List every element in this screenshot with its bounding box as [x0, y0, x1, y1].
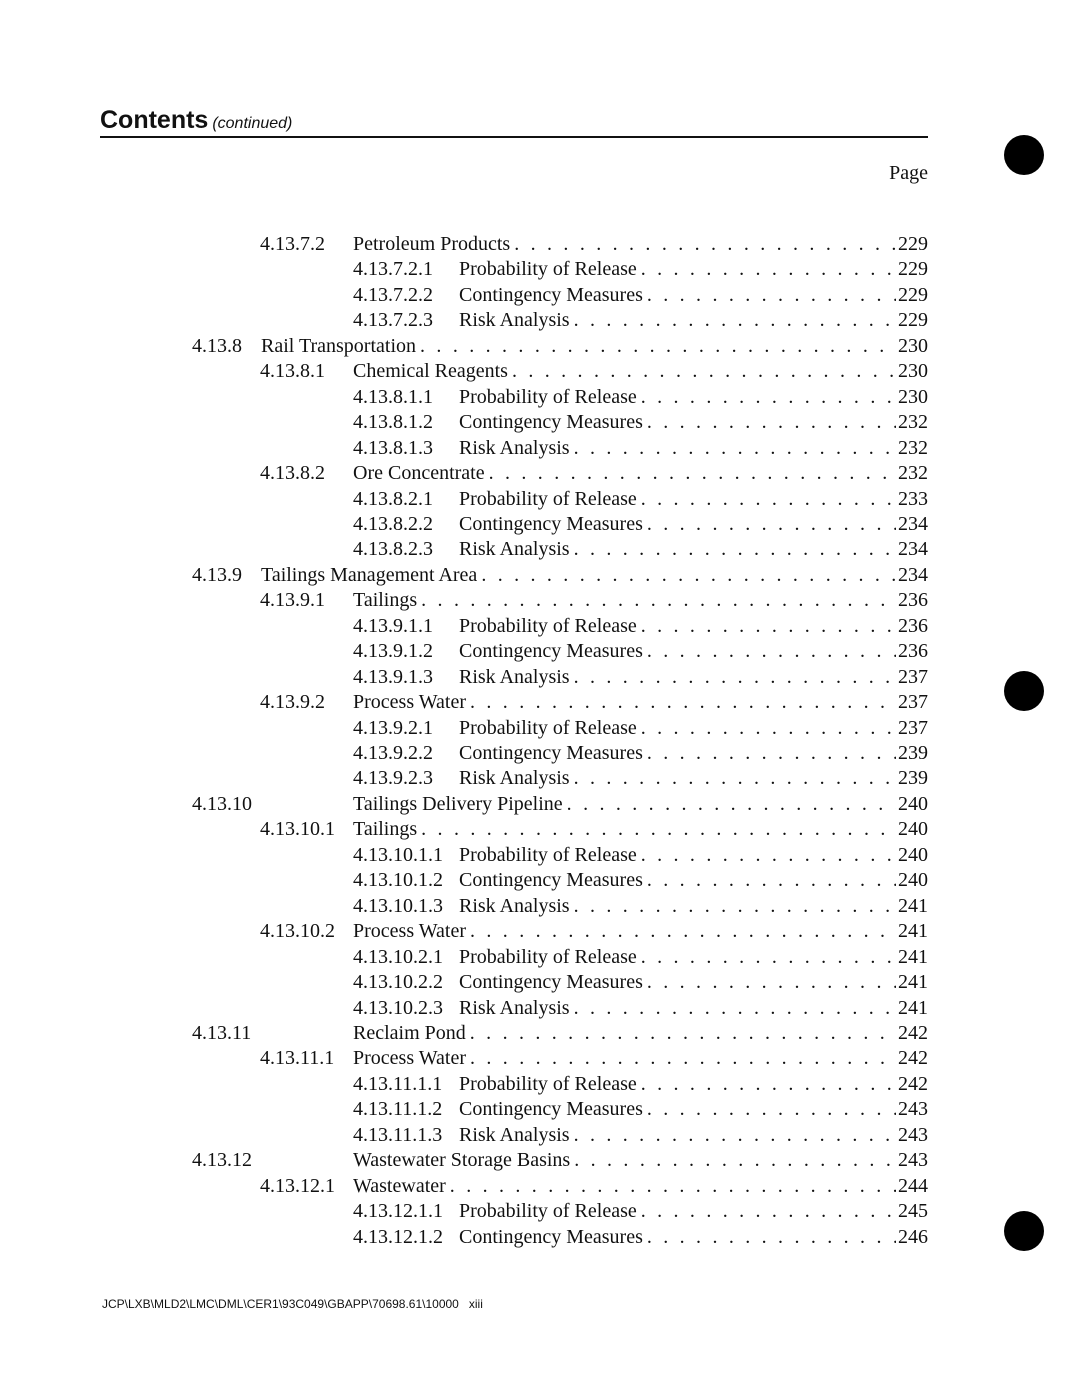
toc-entry-leader: [459, 868, 928, 893]
dot-leader: [470, 690, 896, 715]
toc-entry-number: 4.13.10: [192, 792, 252, 815]
binder-hole-icon: [1004, 135, 1044, 175]
dot-leader: [514, 232, 896, 257]
toc-entry-title: Risk Analysis: [459, 767, 570, 790]
toc-entry-page: 232: [898, 462, 928, 485]
toc-entry-title: Tailings: [353, 818, 418, 841]
toc-entry: [0, 537, 1068, 562]
toc-entry-page: 232: [898, 436, 928, 459]
toc-entry: [0, 1123, 1068, 1148]
toc-entry-page: 240: [898, 792, 928, 815]
footer-page-number: xiii: [468, 1297, 483, 1311]
binder-hole-icon: [1004, 671, 1044, 711]
toc-entry-number: 4.13.8.1.3: [353, 436, 433, 459]
toc-entry: [0, 1148, 1068, 1173]
toc-entry-number: 4.13.12.1: [260, 1174, 335, 1197]
dot-leader: [647, 512, 896, 537]
toc-entry-leader: [459, 945, 928, 970]
toc-entry-number: 4.13.10.2.2: [353, 971, 443, 994]
toc-entry-leader: [459, 436, 928, 461]
toc-entry: [0, 1097, 1068, 1122]
toc-entry-leader: [353, 1174, 928, 1199]
toc-entry-leader: [459, 716, 928, 741]
toc-entry-number: 4.13.9.1.2: [353, 640, 433, 663]
toc-entry-number: 4.13.9.2.3: [353, 767, 433, 790]
toc-entry-number: 4.13.9.2.2: [353, 742, 433, 764]
toc-entry-leader: [459, 741, 928, 766]
dot-leader: [512, 359, 896, 384]
toc-entry-title: Contingency Measures: [459, 1098, 643, 1121]
page-title: Contents: [100, 106, 209, 134]
toc-entry-number: 4.13.8.2.3: [353, 538, 433, 561]
toc-entry-leader: [353, 919, 928, 944]
toc-entry-leader: [459, 512, 928, 537]
toc-entry-page: 234: [898, 563, 928, 586]
toc-entry-title: Risk Analysis: [459, 1123, 570, 1146]
toc-entry-page: 243: [898, 1098, 928, 1121]
toc-entry-leader: [459, 639, 928, 664]
dot-leader: [421, 588, 896, 613]
dot-leader: [641, 385, 896, 410]
toc-entry-page: 230: [898, 360, 928, 383]
toc-entry-leader: [353, 1046, 928, 1071]
toc-entry-leader: [459, 1199, 928, 1224]
toc-entry-number: 4.13.12.1.2: [353, 1225, 443, 1248]
toc-entry-leader: [353, 359, 928, 384]
dot-leader: [647, 283, 896, 308]
page-header: [100, 106, 292, 135]
toc-entry-leader: [353, 1148, 928, 1173]
toc-entry: [0, 257, 1068, 282]
dot-leader: [641, 257, 896, 282]
toc-entry-page: 242: [898, 1021, 928, 1044]
toc-entry-page: 229: [898, 283, 928, 306]
toc-entry: [0, 996, 1068, 1021]
dot-leader: [647, 639, 896, 664]
toc-entry-page: 234: [898, 512, 928, 535]
toc-entry-page: 236: [898, 640, 928, 663]
toc-entry-leader: [459, 410, 928, 435]
toc-entry-number: 4.13.10.1: [260, 818, 335, 841]
toc-entry-title: Reclaim Pond: [353, 1021, 466, 1044]
toc-entry-title: Ore Concentrate: [353, 462, 485, 485]
toc-entry-page: 244: [898, 1174, 928, 1197]
dot-leader: [450, 1174, 896, 1199]
toc-entry-number: 4.13.8.1: [260, 360, 325, 383]
toc-entry-title: Risk Analysis: [459, 996, 570, 1019]
toc-entry-leader: [353, 1021, 928, 1046]
toc-entry: [0, 1199, 1068, 1224]
toc-entry-leader: [353, 588, 928, 613]
toc-entry-number: 4.13.10.2.1: [353, 945, 443, 968]
dot-leader: [420, 334, 896, 359]
toc-entry-title: Contingency Measures: [459, 512, 643, 535]
toc-entry-leader: [459, 665, 928, 690]
toc-entry-page: 230: [898, 334, 928, 357]
toc-entry-title: Tailings Management Area: [261, 563, 478, 586]
toc-entry-page: 233: [898, 487, 928, 510]
toc-entry-number: 4.13.9: [192, 563, 242, 586]
toc-entry: [0, 716, 1068, 741]
toc-entry-title: Probability of Release: [459, 945, 637, 968]
toc-entry: [0, 588, 1068, 613]
toc-entry: [0, 334, 1068, 359]
toc-entry-number: 4.13.8.2: [260, 462, 325, 485]
dot-leader: [574, 436, 896, 461]
toc-entry-title: Process Water: [353, 691, 466, 714]
toc-entry-leader: [459, 487, 928, 512]
toc-entry-leader: [459, 1097, 928, 1122]
toc-entry: [0, 283, 1068, 308]
toc-entry-page: 229: [898, 258, 928, 281]
toc-entry-page: 245: [898, 1200, 928, 1223]
toc-entry-title: Contingency Measures: [459, 1225, 643, 1248]
page-column-label: Page: [889, 162, 928, 184]
dot-leader: [574, 1123, 896, 1148]
toc-entry-number: 4.13.9.2.1: [353, 716, 433, 739]
toc-entry-number: 4.13.11.1.2: [353, 1098, 443, 1121]
toc-entry: [0, 1225, 1068, 1250]
dot-leader: [641, 1199, 896, 1224]
toc-entry-number: 4.13.10.2.3: [353, 996, 443, 1019]
toc-entry: [0, 945, 1068, 970]
toc-entry-title: Probability of Release: [459, 258, 637, 281]
toc-entry: [0, 385, 1068, 410]
toc-entry-page: 241: [898, 894, 928, 917]
toc-entry: [0, 410, 1068, 435]
toc-entry-leader: [261, 563, 928, 588]
toc-entry: [0, 894, 1068, 919]
toc-entry-page: 242: [898, 1047, 928, 1070]
toc-entry: [0, 359, 1068, 384]
toc-entry-title: Probability of Release: [459, 716, 637, 739]
toc-entry-page: 240: [898, 818, 928, 841]
toc-entry-title: Process Water: [353, 1047, 466, 1070]
toc-entry-title: Petroleum Products: [353, 233, 511, 255]
toc-entry-page: 236: [898, 589, 928, 612]
toc-entry-title: Contingency Measures: [459, 971, 643, 994]
toc-entry-title: Contingency Measures: [459, 411, 643, 434]
toc-entry-number: 4.13.10.1.1: [353, 843, 443, 866]
toc-entry-leader: [353, 461, 928, 486]
toc-entry-page: 241: [898, 971, 928, 994]
toc-entry-page: 229: [898, 233, 928, 255]
toc-entry-title: Wastewater: [353, 1174, 446, 1197]
dot-leader: [574, 1148, 896, 1173]
toc-entry-page: 230: [898, 385, 928, 408]
dot-leader: [574, 537, 896, 562]
toc-entry-leader: [459, 996, 928, 1021]
page-footer: [102, 1297, 483, 1311]
toc-entry: [0, 919, 1068, 944]
toc-entry-page: 246: [898, 1225, 928, 1248]
dot-leader: [647, 970, 896, 995]
dot-leader: [481, 563, 896, 588]
dot-leader: [421, 817, 896, 842]
toc-entry: [0, 970, 1068, 995]
dot-leader: [574, 766, 896, 791]
toc-entry-number: 4.13.8.2.2: [353, 512, 433, 535]
toc-entry-page: 232: [898, 411, 928, 434]
toc-entry-number: 4.13.11.1.1: [353, 1072, 443, 1095]
toc-entry-title: Contingency Measures: [459, 283, 643, 306]
toc-entry-number: 4.13.7.2.2: [353, 283, 433, 306]
toc-entry-number: 4.13.11.1.3: [353, 1123, 443, 1146]
toc-entry: [0, 512, 1068, 537]
dot-leader: [647, 410, 896, 435]
toc-entry-leader: [459, 1123, 928, 1148]
toc-entry: [0, 766, 1068, 791]
dot-leader: [574, 894, 896, 919]
toc-entry: [0, 614, 1068, 639]
toc-entry-number: 4.13.9.2: [260, 691, 325, 714]
toc-entry: [0, 308, 1068, 333]
binder-hole-icon: [1004, 1211, 1044, 1251]
toc-entry: [0, 1174, 1068, 1199]
toc-entry-number: 4.13.7.2.3: [353, 309, 433, 332]
dot-leader: [641, 716, 896, 741]
toc-entry: [0, 563, 1068, 588]
toc-entry: [0, 817, 1068, 842]
toc-entry-leader: [459, 537, 928, 562]
dot-leader: [647, 741, 896, 766]
dot-leader: [641, 945, 896, 970]
toc-entry-leader: [459, 970, 928, 995]
toc-entry-number: 4.13.12: [192, 1149, 252, 1172]
toc-entry-number: 4.13.7.2: [260, 233, 325, 255]
dot-leader: [567, 792, 896, 817]
toc-entry-title: Probability of Release: [459, 1072, 637, 1095]
toc-entry-title: Probability of Release: [459, 385, 637, 408]
toc-entry-number: 4.13.10.2: [260, 920, 335, 943]
toc-entry-title: Risk Analysis: [459, 309, 570, 332]
toc-entry-page: 237: [898, 716, 928, 739]
toc-entry-leader: [459, 766, 928, 791]
toc-entry-page: 229: [898, 309, 928, 332]
toc-entry-leader: [459, 1072, 928, 1097]
toc-entry: [0, 1021, 1068, 1046]
toc-entry-page: 240: [898, 869, 928, 892]
toc-entry-page: 240: [898, 843, 928, 866]
toc-entry-title: Process Water: [353, 920, 466, 943]
toc-entry-number: 4.13.7.2.1: [353, 258, 433, 281]
toc-entry-page: 239: [898, 767, 928, 790]
toc-entry-number: 4.13.9.1: [260, 589, 325, 612]
toc-entry-leader: [459, 283, 928, 308]
toc-entry-page: 241: [898, 996, 928, 1019]
dot-leader: [574, 308, 896, 333]
toc-entry: [0, 639, 1068, 664]
toc-entry-leader: [261, 334, 928, 359]
toc-entry-number: 4.13.10.1.3: [353, 894, 443, 917]
toc-entry-number: 4.13.10.1.2: [353, 869, 443, 892]
toc-entry-title: Probability of Release: [459, 1200, 637, 1223]
toc-entry-page: 239: [898, 742, 928, 764]
dot-leader: [470, 919, 896, 944]
toc-entry-title: Chemical Reagents: [353, 360, 508, 383]
toc-entry: [0, 232, 1068, 257]
dot-leader: [574, 665, 896, 690]
toc-entry-title: Probability of Release: [459, 487, 637, 510]
toc-entry-title: Contingency Measures: [459, 640, 643, 663]
toc-entry-page: 241: [898, 945, 928, 968]
toc-entry-title: Rail Transportation: [261, 334, 417, 357]
toc-entry-title: Wastewater Storage Basins: [353, 1149, 571, 1172]
toc-entry-page: 242: [898, 1072, 928, 1095]
toc-entry-leader: [459, 385, 928, 410]
toc-entry-leader: [353, 792, 928, 817]
dot-leader: [641, 843, 896, 868]
toc-entry-leader: [459, 1225, 928, 1250]
toc-entry-title: Contingency Measures: [459, 869, 643, 892]
toc-entry-page: 241: [898, 920, 928, 943]
toc-entry: [0, 843, 1068, 868]
toc-entry-number: 4.13.8.2.1: [353, 487, 433, 510]
page-subtitle: (continued): [212, 115, 293, 132]
toc-entry-title: Risk Analysis: [459, 436, 570, 459]
toc-entry: [0, 436, 1068, 461]
toc-entry-title: Probability of Release: [459, 614, 637, 637]
dot-leader: [647, 868, 896, 893]
toc-entry-page: 237: [898, 665, 928, 688]
toc-entry-number: 4.13.8.1.1: [353, 385, 433, 408]
toc-entry-title: Risk Analysis: [459, 538, 570, 561]
toc-entry-leader: [459, 308, 928, 333]
toc-entry-page: 236: [898, 614, 928, 637]
toc-entry-leader: [353, 232, 928, 257]
dot-leader: [641, 614, 896, 639]
header-rule: [100, 136, 928, 138]
toc-entry-leader: [459, 843, 928, 868]
toc-entry-page: 237: [898, 691, 928, 714]
toc-entry-number: 4.13.8: [192, 334, 242, 357]
toc-entry-number: 4.13.9.1.3: [353, 665, 433, 688]
toc-entry: [0, 487, 1068, 512]
toc-entry-leader: [353, 817, 928, 842]
toc-entry-number: 4.13.11: [192, 1021, 252, 1044]
footer-path: JCP\LXB\MLD2\LMC\DML\CER1\93C049\GBAPP\70698.61\10000: [102, 1297, 459, 1311]
dot-leader: [574, 996, 896, 1021]
toc-entry-title: Risk Analysis: [459, 665, 570, 688]
toc-entry: [0, 1072, 1068, 1097]
toc-entry-title: Contingency Measures: [459, 742, 643, 764]
toc-entry: [0, 868, 1068, 893]
toc-entry: [0, 792, 1068, 817]
toc-entry: [0, 1046, 1068, 1071]
dot-leader: [647, 1225, 896, 1250]
dot-leader: [641, 1072, 896, 1097]
toc-entry-title: Risk Analysis: [459, 894, 570, 917]
toc-entry-title: Tailings Delivery Pipeline: [353, 792, 563, 815]
toc-entry-leader: [459, 894, 928, 919]
toc-entry-title: Probability of Release: [459, 843, 637, 866]
toc-entry: [0, 690, 1068, 715]
dot-leader: [641, 487, 896, 512]
toc-entry: [0, 665, 1068, 690]
toc-entry: [0, 741, 1068, 766]
toc-entry-page: 234: [898, 538, 928, 561]
toc-entry-number: 4.13.9.1.1: [353, 614, 433, 637]
toc-entry-number: 4.13.8.1.2: [353, 411, 433, 434]
dot-leader: [489, 461, 896, 486]
toc-entry-number: 4.13.11.1: [260, 1047, 335, 1070]
toc-entry-leader: [459, 257, 928, 282]
toc-entry-page: 243: [898, 1123, 928, 1146]
toc-entry-leader: [353, 690, 928, 715]
toc-entry: [0, 461, 1068, 486]
toc-entry-leader: [459, 614, 928, 639]
dot-leader: [470, 1046, 896, 1071]
toc-entry-page: 243: [898, 1149, 928, 1172]
dot-leader: [647, 1097, 896, 1122]
dot-leader: [470, 1021, 896, 1046]
toc-entry-number: 4.13.12.1.1: [353, 1200, 443, 1223]
toc-entry-title: Tailings: [353, 589, 418, 612]
